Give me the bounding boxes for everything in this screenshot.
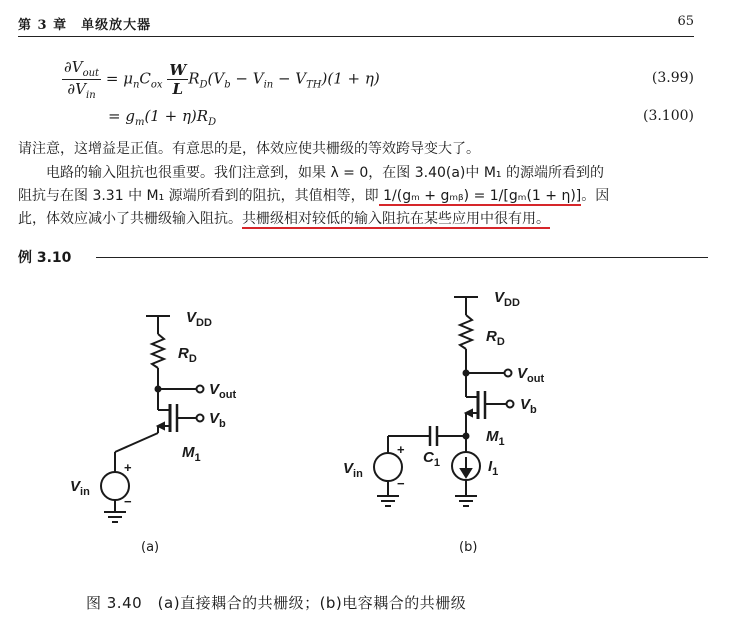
label-vdd-b: $V_{DD}$ (494, 289, 520, 309)
label-plus-a: + (124, 460, 132, 475)
label-vout-b: $V_{out}$ (517, 365, 545, 385)
example-label: 例 3.10 (18, 250, 72, 266)
label-minus-a: − (124, 494, 132, 509)
equation-3-100: = $g_m(1 + \eta)R_D$ (108, 107, 217, 128)
paragraph-gain-note: 请注意，这增益是正值。有意思的是，体效应使共栅级的等效跨导变大了。 (18, 141, 480, 157)
label-rd-a: $R_D$ (178, 345, 197, 365)
label-vb-a: $V_b$ (209, 410, 226, 430)
vb-terminal-b (507, 401, 514, 408)
label-m1-a: $M_1$ (182, 444, 201, 464)
label-minus-b: − (397, 476, 405, 491)
label-rd-b: $R_D$ (486, 328, 505, 348)
label-plus-b: + (397, 442, 405, 457)
underlined-formula: 1/(gₘ + gₘᵦ) = 1/[gₘ(1 + η)] (378, 188, 582, 204)
figure-caption: 图 3.40 (a)直接耦合的共栅级；(b)电容耦合的共栅级 (86, 594, 467, 612)
equation-number-3-99: (3.99) (651, 70, 694, 86)
label-m1-b: $M_1$ (486, 428, 505, 448)
label-vout-a: $V_{out}$ (209, 381, 237, 401)
vb-terminal-a (197, 415, 204, 422)
subfigure-label-b: (b) (459, 540, 478, 555)
label-i1: $I_1$ (488, 458, 499, 478)
label-vin-a: $V_{in}$ (70, 478, 90, 498)
label-c1: $C_1$ (423, 449, 440, 469)
label-vdd-a: $V_{DD}$ (186, 309, 212, 329)
label-vb-b: $V_b$ (520, 396, 537, 416)
vout-terminal-a (197, 386, 204, 393)
resistor-rd-a (152, 334, 164, 368)
text-line: 电路的输入阻抗也很重要。我们注意到，如果 λ = 0，在图 3.40(a)中 M₁ 的源端所看到的 (18, 165, 604, 181)
equation-number-3-100: (3.100) (642, 108, 694, 124)
text-line: 此，体效应减小了共栅级输入阻抗。共栅级相对较低的输入阻抗在某些应用中很有用。 (18, 211, 550, 227)
label-vin-b: $V_{in}$ (343, 460, 363, 480)
text-line: 阻抗与在图 3.31 中 M₁ 源端所看到的阻抗，其值相等，即 1/(gₘ + gₘᵦ) = 1/[gₘ(1 + η)]。因 (18, 188, 610, 204)
w-over-l: $\frac{W}{L}$ (169, 61, 187, 98)
page-number: 65 (677, 14, 694, 29)
underlined-sentence: 共栅级相对较低的输入阻抗在某些应用中很有用。 (242, 211, 550, 227)
chapter-title: 第 3 章 单级放大器 (18, 18, 152, 33)
equation-3-99: $\frac{\partial V_{out}}{\partial V_{in}}$ = $\mu_nC_{ox}$ $\frac{W}{L}$ $R_D(V_b - V_{in} - V_{TH})(1 + \eta)$ (64, 58, 380, 101)
vout-terminal-b (505, 370, 512, 377)
partial-derivative: $\frac{\partial V_{out}}{\partial V_{in}}$ (64, 58, 100, 101)
resistor-rd-b (460, 315, 472, 349)
subfigure-label-a: (a) (141, 540, 160, 555)
